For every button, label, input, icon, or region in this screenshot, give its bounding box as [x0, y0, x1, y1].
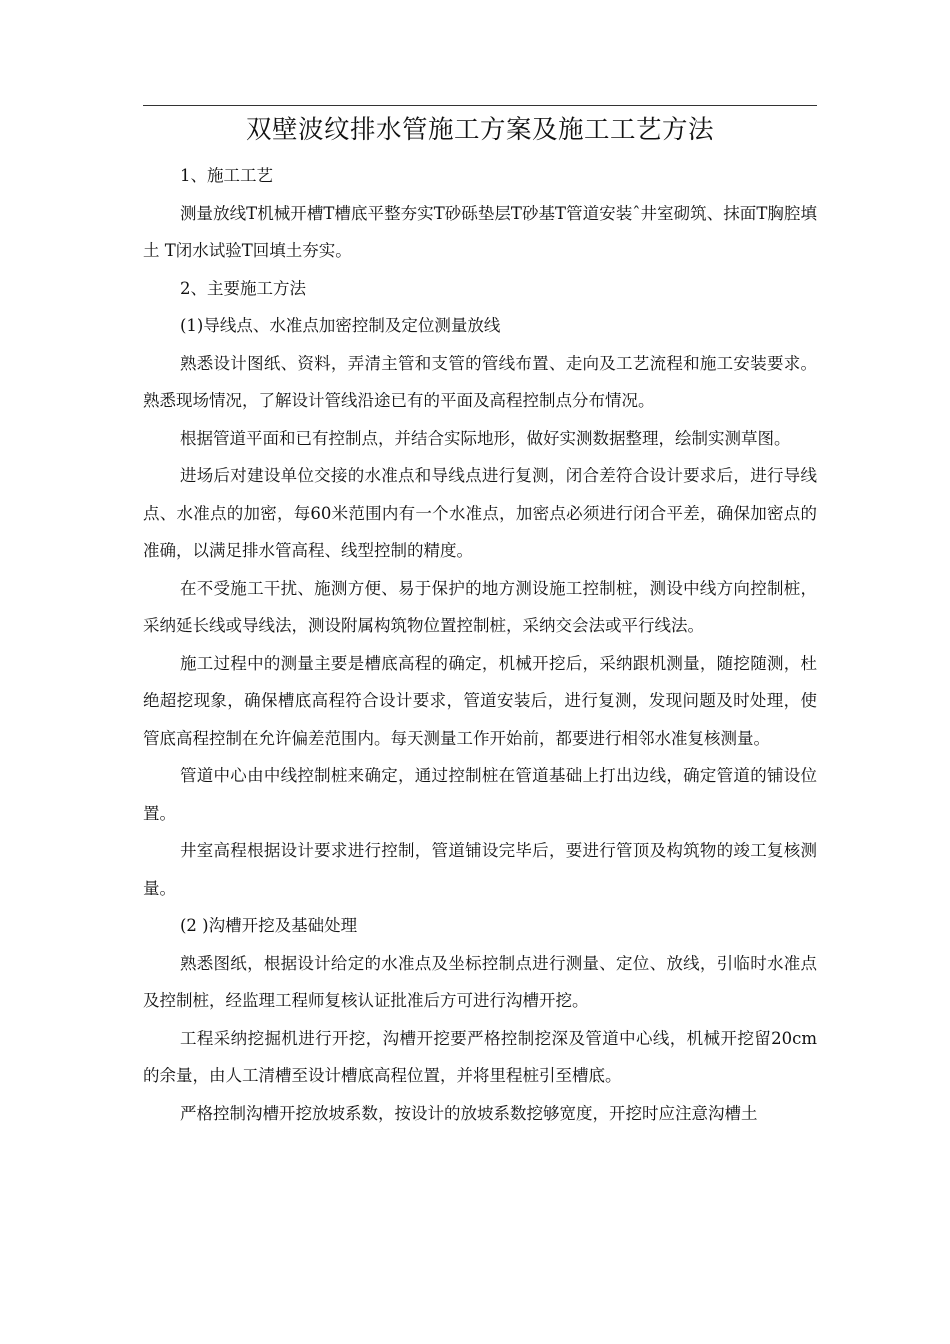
paragraph: 严格控制沟槽开挖放坡系数，按设计的放坡系数挖够宽度，开挖时应注意沟槽土 — [180, 1103, 758, 1123]
subsection-heading-2: (2 )沟槽开挖及基础处理 — [180, 916, 358, 935]
subsection-heading-1: (1)导线点、水准点加密控制及定位测量放线 — [180, 316, 501, 335]
document-title: 双壁波纹排水管施工方案及施工工艺方法 — [245, 115, 714, 145]
paragraph-process-flow: 测量放线T机械开槽T槽底平整夯实T砂砾垫层T砂基T管道安装ˆ井室砌筑、抹面T胸腔填土 T闭水试验T回填土夯实。 — [143, 203, 817, 260]
paragraph: 根据管道平面和已有控制点，并结合实际地形，做好实测数据整理，绘制实测草图。 — [180, 428, 791, 448]
paragraph: 施工过程中的测量主要是槽底高程的确定，机械开挖后，采纳跟机测量，随挖随测，杜绝超挖现象，确保槽底高程符合设计要求，管道安装后，进行复测，发现问题及时处理，使管底高程控制在允许偏差范围内。每天测量工作开始前，都要进行相邻水准复核测量。 — [143, 653, 817, 748]
document-page — [143, 0, 817, 1344]
section-heading-2: 2、主要施工方法 — [180, 278, 306, 298]
header-rule — [143, 105, 817, 106]
paragraph: 工程采纳挖掘机进行开挖，沟槽开挖要严格控制挖深及管道中心线，机械开挖留20cm的余量，由人工清槽至设计槽底高程位置，并将里程桩引至槽底。 — [143, 1028, 817, 1085]
section-heading-1: 1、施工工艺 — [180, 166, 273, 185]
paragraph: 熟悉图纸，根据设计给定的水准点及坐标控制点进行测量、定位、放线，引临时水准点及控制桩，经监理工程师复核认证批准后方可进行沟槽开挖。 — [143, 953, 817, 1010]
paragraph: 熟悉设计图纸、资料，弄清主管和支管的管线布置、走向及工艺流程和施工安装要求。熟悉现场情况，了解设计管线沿途已有的平面及高程控制点分布情况。 — [143, 353, 817, 410]
paragraph: 进场后对建设单位交接的水准点和导线点进行复测，闭合差符合设计要求后，进行导线点、水准点的加密，每60米范围内有一个水准点，加密点必须进行闭合平差，确保加密点的准确，以满足排水管高程、线型控制的精度。 — [143, 466, 817, 560]
paragraph: 井室高程根据设计要求进行控制，管道铺设完毕后，要进行管顶及构筑物的竣工复核测量。 — [143, 841, 817, 898]
document-body — [143, 157, 817, 1132]
paragraph: 管道中心由中线控制桩来确定，通过控制桩在管道基础上打出边线，确定管道的铺设位置。 — [143, 766, 817, 823]
paragraph: 在不受施工干扰、施测方便、易于保护的地方测设施工控制桩，测设中线方向控制桩，采纳延长线或导线法，测设附属构筑物位置控制桩，采纳交会法或平行线法。 — [143, 578, 817, 635]
